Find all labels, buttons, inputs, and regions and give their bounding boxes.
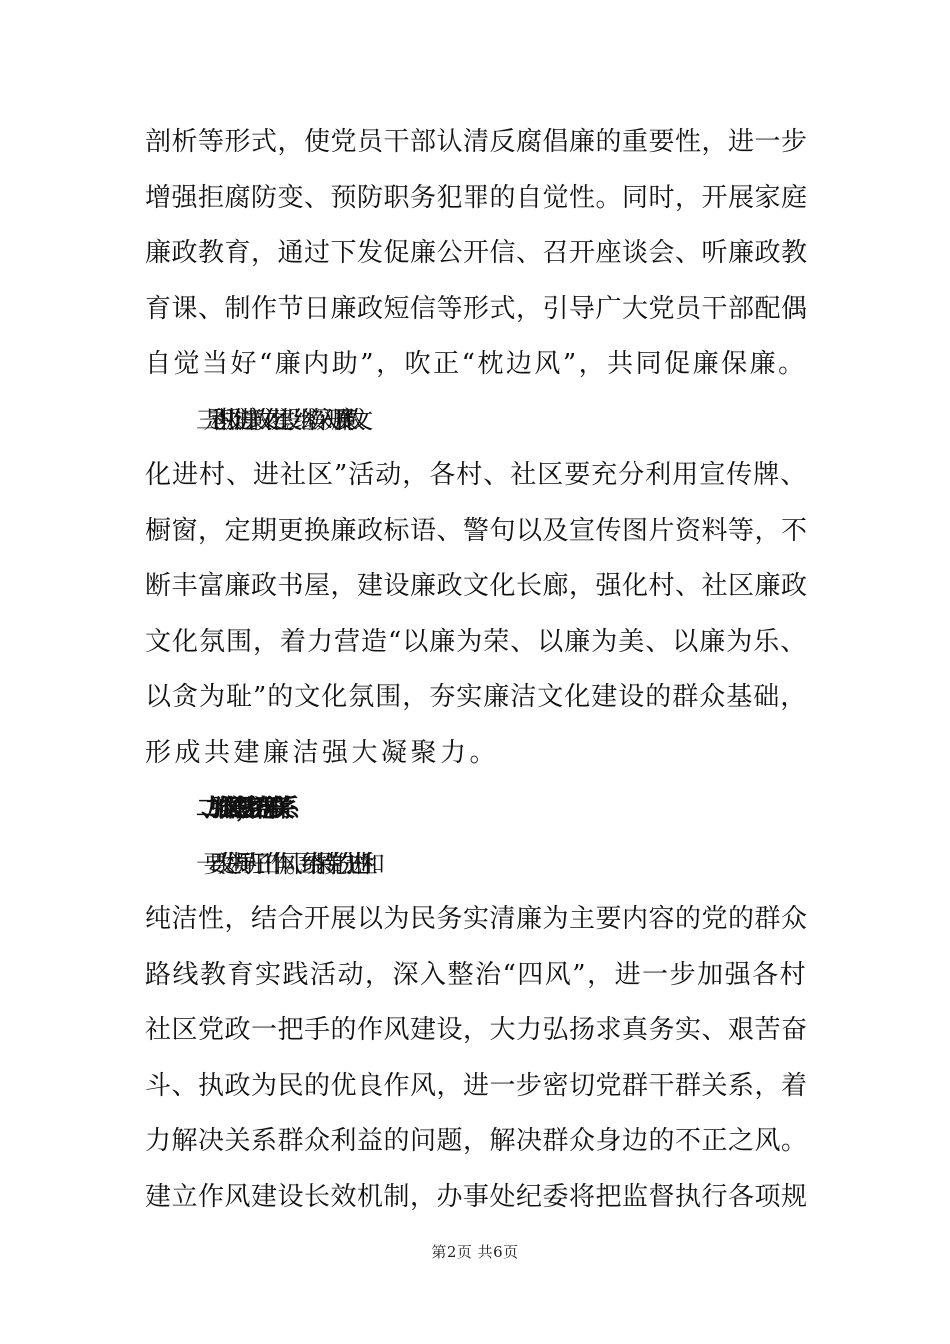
paragraph-line: 橱窗，定期更换廉政标语、警句以及宣传图片资料等，不 (145, 516, 808, 546)
paragraph-line: 以贪为耻”的文化氛围，夯实廉洁文化建设的群众基础， (145, 682, 808, 712)
paragraph-line: 斗、执政为民的优良作风，进一步密切党群干群关系，着 (145, 1071, 808, 1101)
paragraph-line: 三是积极推进廉政文化建设。继续深入开展“廉政文 (196, 406, 357, 434)
paragraph-line: 断丰富廉政书屋，建设廉政文化长廊，强化村、社区廉政 (145, 571, 808, 601)
paragraph-line: 文化氛围，着力营造“以廉为荣、以廉为美、以廉为乐、 (145, 627, 808, 657)
paragraph-line: 自觉当好“廉内助”，吹正“枕边风”，共同促廉保廉。 (145, 349, 807, 379)
paragraph-line: 增强拒腐防变、预防职务犯罪的自觉性。同时，开展家庭 (145, 183, 808, 213)
paragraph-line: 形成共建廉洁强大凝聚力。 (145, 738, 500, 768)
paragraph-line: 纯洁性，结合开展以为民务实清廉为主要内容的党的群众 (145, 904, 808, 934)
paragraph-line: 建立作风建设长效机制，办事处纪委将把监督执行各项规 (145, 1182, 808, 1212)
paragraph-line: 育课、制作节日廉政短信等形式，引导广大党员干部配偶 (145, 294, 808, 324)
paragraph-line: 社区党政一把手的作风建设，大力弘扬求真务实、艰苦奋 (145, 1015, 808, 1045)
paragraph-line: 廉政教育，通过下发促廉公开信、召开座谈会、听廉政教 (145, 238, 808, 268)
section-heading: 二、加强作风建设，密切党群干群关系 (196, 794, 281, 822)
paragraph-line: 剖析等形式，使党员干部认清反腐倡廉的重要性，进一步 (145, 127, 808, 157)
paragraph-line: 化进村、进社区”活动，各村、社区要充分利用宣传牌、 (145, 460, 808, 490)
page-footer: 第2页 共6页 (431, 1243, 519, 1261)
paragraph-line: 力解决关系群众利益的问题，解决群众身边的不正之风。 (145, 1126, 808, 1156)
paragraph-line: 路线教育实践活动，深入整治“四风”，进一步加强各村 (145, 960, 808, 990)
paragraph-line: 一要改进领导班子工作作风。围绕保持党的先进性和 (196, 850, 369, 878)
